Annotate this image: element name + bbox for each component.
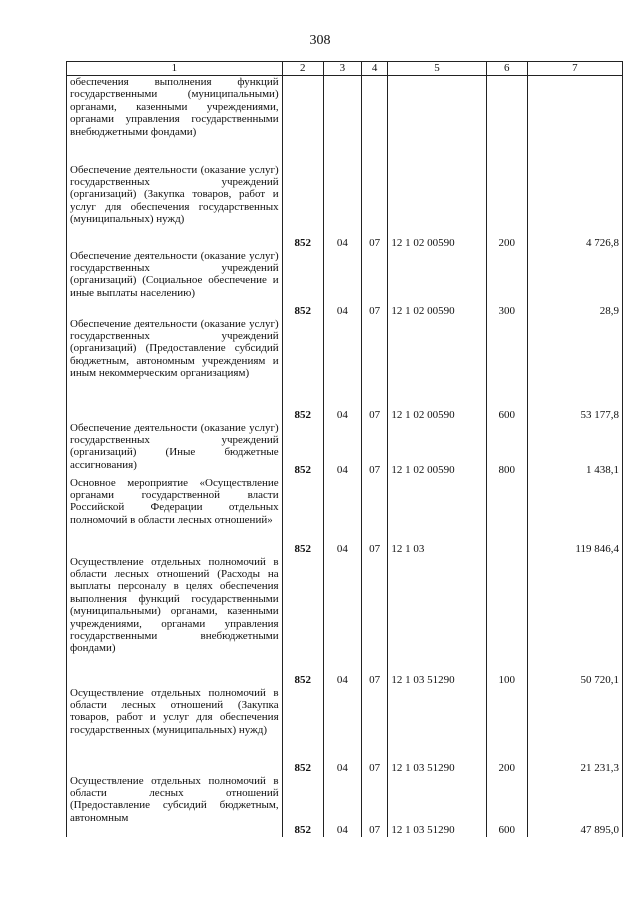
cell-grbs-code: 852	[282, 422, 323, 477]
page-number: 308	[309, 33, 331, 48]
cell-expense-type-code	[486, 76, 527, 164]
cell-expense-type-code: 600	[486, 318, 527, 422]
table-row	[67, 250, 623, 318]
table-row	[67, 164, 623, 250]
row-description: обеспечения выполнения функций государственными (муниципальными) органами, казенными учреждениями, органами управления государственными внебюджетными фондами)	[67, 76, 283, 164]
cell-subsection-code: 07	[361, 687, 387, 775]
cell-expense-type-code: 600	[486, 775, 527, 837]
cell-amount: 50 720,1	[527, 556, 622, 687]
table-row	[67, 477, 623, 556]
cell-amount: 119 846,4	[527, 477, 622, 556]
cell-target-article-code: 12 1 03 51290	[388, 775, 486, 837]
cell-grbs-code: 852	[282, 250, 323, 318]
row-description: Основное мероприятие «Осуществление органами государственной власти Российской Федерации отдельных полномочий в области лесных отношений»	[67, 477, 283, 556]
column-header: 6	[486, 62, 527, 76]
cell-subsection-code: 07	[361, 775, 387, 837]
cell-section-code: 04	[323, 477, 361, 556]
cell-section-code	[323, 76, 361, 164]
cell-subsection-code: 07	[361, 422, 387, 477]
row-description: Обеспечение деятельности (оказание услуг) государственных учреждений (организаций) (Социальное обеспечение и иные выплаты населению)	[67, 250, 283, 318]
cell-target-article-code	[388, 76, 486, 164]
row-description: Обеспечение деятельности (оказание услуг) государственных учреждений (организаций) (Закупка товаров, работ и услуг для обеспечения государственных (муниципальных) нужд)	[67, 164, 283, 250]
table-row	[67, 422, 623, 477]
cell-subsection-code: 07	[361, 164, 387, 250]
cell-expense-type-code	[486, 477, 527, 556]
cell-section-code: 04	[323, 775, 361, 837]
cell-subsection-code: 07	[361, 477, 387, 556]
table-row	[67, 556, 623, 687]
cell-target-article-code: 12 1 02 00590	[388, 164, 486, 250]
cell-grbs-code: 852	[282, 775, 323, 837]
cell-expense-type-code: 200	[486, 687, 527, 775]
cell-subsection-code: 07	[361, 556, 387, 687]
table-header-row	[67, 62, 623, 76]
table-row	[67, 76, 623, 164]
cell-subsection-code	[361, 76, 387, 164]
cell-grbs-code: 852	[282, 318, 323, 422]
column-header: 5	[388, 62, 486, 76]
row-description: Осуществление отдельных полномочий в области лесных отношений (Закупка товаров, работ и услуг для обеспечения государственных (муниципальных) нужд)	[67, 687, 283, 775]
cell-target-article-code: 12 1 02 00590	[388, 250, 486, 318]
cell-section-code: 04	[323, 687, 361, 775]
cell-section-code: 04	[323, 556, 361, 687]
cell-expense-type-code: 800	[486, 422, 527, 477]
cell-amount: 1 438,1	[527, 422, 622, 477]
cell-amount: 4 726,8	[527, 164, 622, 250]
row-description: Обеспечение деятельности (оказание услуг) государственных учреждений (организаций) (Иные бюджетные ассигнования)	[67, 422, 283, 477]
cell-amount: 21 231,3	[527, 687, 622, 775]
cell-amount: 28,9	[527, 250, 622, 318]
cell-grbs-code: 852	[282, 477, 323, 556]
cell-target-article-code: 12 1 03	[388, 477, 486, 556]
column-header: 4	[361, 62, 387, 76]
budget-table-container	[66, 61, 623, 905]
table-row	[67, 318, 623, 422]
cell-grbs-code: 852	[282, 687, 323, 775]
cell-amount: 53 177,8	[527, 318, 622, 422]
table-row	[67, 775, 623, 837]
cell-section-code: 04	[323, 250, 361, 318]
row-description: Осуществление отдельных полномочий в области лесных отношений (Предоставление субсидий бюджетным, автономным	[67, 775, 283, 837]
cell-target-article-code: 12 1 02 00590	[388, 318, 486, 422]
cell-section-code: 04	[323, 318, 361, 422]
cell-section-code: 04	[323, 422, 361, 477]
budget-table	[66, 61, 623, 837]
cell-expense-type-code: 200	[486, 164, 527, 250]
row-description: Осуществление отдельных полномочий в области лесных отношений (Расходы на выплаты персоналу в целях обеспечения выполнения функций государственными (муниципальными) органами, казенными учреждениями, органами управления государственными внебюджетными фондами)	[67, 556, 283, 687]
column-header: 3	[323, 62, 361, 76]
cell-amount: 47 895,0	[527, 775, 622, 837]
cell-subsection-code: 07	[361, 250, 387, 318]
cell-target-article-code: 12 1 03 51290	[388, 687, 486, 775]
cell-expense-type-code: 100	[486, 556, 527, 687]
cell-amount	[527, 76, 622, 164]
cell-target-article-code: 12 1 03 51290	[388, 556, 486, 687]
column-header: 2	[282, 62, 323, 76]
cell-section-code: 04	[323, 164, 361, 250]
column-header: 7	[527, 62, 622, 76]
column-header: 1	[67, 62, 283, 76]
cell-grbs-code: 852	[282, 556, 323, 687]
cell-expense-type-code: 300	[486, 250, 527, 318]
cell-grbs-code: 852	[282, 164, 323, 250]
cell-target-article-code: 12 1 02 00590	[388, 422, 486, 477]
table-row	[67, 687, 623, 775]
cell-subsection-code: 07	[361, 318, 387, 422]
row-description: Обеспечение деятельности (оказание услуг) государственных учреждений (организаций) (Предоставление субсидий бюджетным, автономным учреждениям и иным некоммерческим организациям)	[67, 318, 283, 422]
cell-grbs-code	[282, 76, 323, 164]
